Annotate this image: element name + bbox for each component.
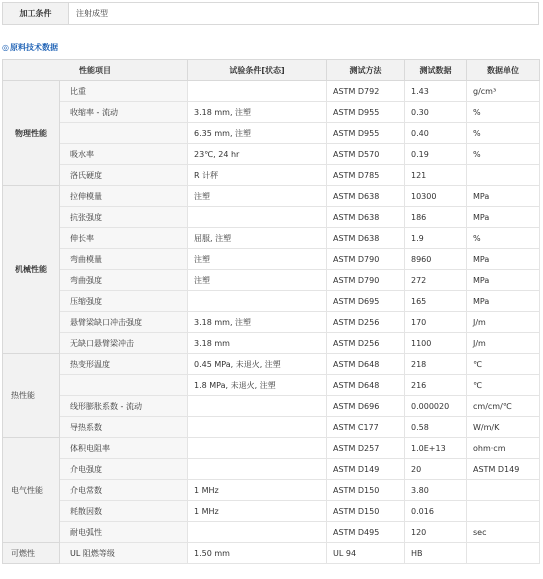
cell-value: 1.9 bbox=[405, 228, 467, 249]
cell-method: ASTM D648 bbox=[327, 375, 405, 396]
cell-property: 弯曲模量 bbox=[60, 249, 188, 270]
cell-property: 抗张强度 bbox=[60, 207, 188, 228]
cell-unit: J/m bbox=[467, 333, 540, 354]
table-row bbox=[3, 249, 540, 270]
cell-condition: 0.45 MPa, 未退火, 注塑 bbox=[188, 354, 327, 375]
cell-condition: R 计秤 bbox=[188, 165, 327, 186]
cell-value: 1.0E+13 bbox=[405, 438, 467, 459]
table-row bbox=[3, 375, 540, 396]
cell-property: 介电强度 bbox=[60, 459, 188, 480]
cell-value: 186 bbox=[405, 207, 467, 228]
category-label: 可燃性 bbox=[3, 543, 60, 564]
cell-method: ASTM D150 bbox=[327, 501, 405, 522]
cell-unit bbox=[467, 480, 540, 501]
cell-property: 悬臂梁缺口冲击强度 bbox=[60, 312, 188, 333]
cell-condition: 屈服, 注塑 bbox=[188, 228, 327, 249]
table-row bbox=[3, 165, 540, 186]
cell-condition bbox=[188, 396, 327, 417]
cell-value: 120 bbox=[405, 522, 467, 543]
cell-method: ASTM D256 bbox=[327, 333, 405, 354]
cell-unit: MPa bbox=[467, 270, 540, 291]
cell-unit: % bbox=[467, 228, 540, 249]
category-label: 电气性能 bbox=[3, 438, 60, 543]
cell-method: ASTM D790 bbox=[327, 249, 405, 270]
cell-method: ASTM D257 bbox=[327, 438, 405, 459]
cell-method: UL 94 bbox=[327, 543, 405, 564]
cell-condition: 1.50 mm bbox=[188, 543, 327, 564]
cell-property: UL 阻燃等级 bbox=[60, 543, 188, 564]
table-row bbox=[3, 81, 540, 102]
cell-unit: g/cm³ bbox=[467, 81, 540, 102]
table-row bbox=[3, 417, 540, 438]
cell-condition: 1 MHz bbox=[188, 501, 327, 522]
cell-unit: W/m/K bbox=[467, 417, 540, 438]
cell-method: ASTM D648 bbox=[327, 354, 405, 375]
cell-value: 272 bbox=[405, 270, 467, 291]
cell-property: 吸水率 bbox=[60, 144, 188, 165]
cell-method: ASTM D150 bbox=[327, 480, 405, 501]
cell-condition: 1.8 MPa, 未退火, 注塑 bbox=[188, 375, 327, 396]
processing-label: 加工条件 bbox=[3, 3, 69, 25]
cell-unit: cm/cm/℃ bbox=[467, 396, 540, 417]
cell-property: 耗散因数 bbox=[60, 501, 188, 522]
header-property: 性能项目 bbox=[3, 60, 188, 81]
cell-unit: % bbox=[467, 102, 540, 123]
cell-method: ASTM D955 bbox=[327, 123, 405, 144]
cell-condition: 3.18 mm, 注塑 bbox=[188, 102, 327, 123]
cell-method: ASTM D955 bbox=[327, 102, 405, 123]
cell-unit: MPa bbox=[467, 207, 540, 228]
cell-condition bbox=[188, 459, 327, 480]
cell-condition bbox=[188, 291, 327, 312]
cell-unit bbox=[467, 165, 540, 186]
cell-value: 170 bbox=[405, 312, 467, 333]
cell-property: 收缩率 - 流动 bbox=[60, 102, 188, 123]
header-method: 测试方法 bbox=[327, 60, 405, 81]
cell-property: 压缩强度 bbox=[60, 291, 188, 312]
table-row bbox=[3, 312, 540, 333]
cell-property: 介电常数 bbox=[60, 480, 188, 501]
cell-value: 216 bbox=[405, 375, 467, 396]
cell-property: 热变形温度 bbox=[60, 354, 188, 375]
cell-condition bbox=[188, 522, 327, 543]
spec-header-row bbox=[3, 60, 540, 81]
cell-value: 20 bbox=[405, 459, 467, 480]
table-row bbox=[3, 291, 540, 312]
cell-method: ASTM D638 bbox=[327, 207, 405, 228]
cell-method: ASTM D695 bbox=[327, 291, 405, 312]
cell-unit bbox=[467, 501, 540, 522]
cell-method: ASTM D785 bbox=[327, 165, 405, 186]
cell-unit: J/m bbox=[467, 312, 540, 333]
cell-value: 0.19 bbox=[405, 144, 467, 165]
cell-property: 比重 bbox=[60, 81, 188, 102]
table-row bbox=[3, 144, 540, 165]
cell-value: 10300 bbox=[405, 186, 467, 207]
cell-condition: 3.18 mm, 注塑 bbox=[188, 312, 327, 333]
cell-method: ASTM D149 bbox=[327, 459, 405, 480]
table-row bbox=[3, 270, 540, 291]
cell-property bbox=[60, 123, 188, 144]
cell-condition bbox=[188, 81, 327, 102]
header-value: 测试数据 bbox=[405, 60, 467, 81]
cell-condition: 注塑 bbox=[188, 270, 327, 291]
cell-condition bbox=[188, 207, 327, 228]
cell-condition: 注塑 bbox=[188, 249, 327, 270]
section-title bbox=[2, 42, 58, 53]
table-row bbox=[3, 522, 540, 543]
cell-method: ASTM D792 bbox=[327, 81, 405, 102]
circle-bullet-icon: ◎ bbox=[2, 43, 9, 52]
cell-condition: 1 MHz bbox=[188, 480, 327, 501]
table-row bbox=[3, 354, 540, 375]
cell-unit: ℃ bbox=[467, 354, 540, 375]
category-label: 机械性能 bbox=[3, 186, 60, 354]
cell-property: 伸长率 bbox=[60, 228, 188, 249]
cell-value: 121 bbox=[405, 165, 467, 186]
table-row bbox=[3, 501, 540, 522]
cell-value: 8960 bbox=[405, 249, 467, 270]
cell-property: 导热系数 bbox=[60, 417, 188, 438]
category-label: 物理性能 bbox=[3, 81, 60, 186]
table-row bbox=[3, 396, 540, 417]
cell-method: ASTM D256 bbox=[327, 312, 405, 333]
cell-unit: MPa bbox=[467, 186, 540, 207]
cell-property: 线形膨胀系数 - 流动 bbox=[60, 396, 188, 417]
header-unit: 数据单位 bbox=[467, 60, 540, 81]
cell-condition bbox=[188, 417, 327, 438]
table-row bbox=[3, 438, 540, 459]
cell-unit: ohm·cm bbox=[467, 438, 540, 459]
cell-condition: 注塑 bbox=[188, 186, 327, 207]
cell-method: ASTM D495 bbox=[327, 522, 405, 543]
cell-method: ASTM D638 bbox=[327, 186, 405, 207]
cell-unit: sec bbox=[467, 522, 540, 543]
table-row bbox=[3, 480, 540, 501]
cell-value: 0.40 bbox=[405, 123, 467, 144]
header-condition: 试验条件[状态] bbox=[188, 60, 327, 81]
processing-value: 注射成型 bbox=[69, 3, 539, 25]
cell-value: 1.43 bbox=[405, 81, 467, 102]
cell-unit: % bbox=[467, 123, 540, 144]
cell-value: 0.58 bbox=[405, 417, 467, 438]
cell-property: 无缺口悬臂梁冲击 bbox=[60, 333, 188, 354]
cell-unit: MPa bbox=[467, 291, 540, 312]
cell-unit: % bbox=[467, 144, 540, 165]
table-row bbox=[3, 543, 540, 564]
section-title-text: 原料技术数据 bbox=[9, 43, 58, 52]
cell-value: 0.30 bbox=[405, 102, 467, 123]
cell-method: ASTM D790 bbox=[327, 270, 405, 291]
spec-body bbox=[3, 81, 540, 564]
cell-value: HB bbox=[405, 543, 467, 564]
table-row bbox=[3, 333, 540, 354]
cell-property: 耐电弧性 bbox=[60, 522, 188, 543]
cell-method: ASTM D638 bbox=[327, 228, 405, 249]
cell-value: 1100 bbox=[405, 333, 467, 354]
cell-value: 0.000020 bbox=[405, 396, 467, 417]
cell-property: 体积电阻率 bbox=[60, 438, 188, 459]
cell-method: ASTM D570 bbox=[327, 144, 405, 165]
cell-method: ASTM C177 bbox=[327, 417, 405, 438]
cell-method: ASTM D696 bbox=[327, 396, 405, 417]
category-label: 热性能 bbox=[3, 354, 60, 438]
table-row bbox=[3, 123, 540, 144]
table-row bbox=[3, 102, 540, 123]
cell-value: 218 bbox=[405, 354, 467, 375]
table-row bbox=[3, 228, 540, 249]
cell-condition bbox=[188, 438, 327, 459]
cell-condition: 23℃, 24 hr bbox=[188, 144, 327, 165]
cell-unit bbox=[467, 543, 540, 564]
table-row bbox=[3, 186, 540, 207]
table-row bbox=[3, 207, 540, 228]
cell-value: 3.80 bbox=[405, 480, 467, 501]
cell-property: 弯曲强度 bbox=[60, 270, 188, 291]
cell-property bbox=[60, 375, 188, 396]
cell-unit: ASTM D149 bbox=[467, 459, 540, 480]
cell-property: 拉伸模量 bbox=[60, 186, 188, 207]
spec-table bbox=[2, 59, 540, 564]
table-row bbox=[3, 459, 540, 480]
cell-condition: 6.35 mm, 注塑 bbox=[188, 123, 327, 144]
cell-value: 0.016 bbox=[405, 501, 467, 522]
cell-property: 洛氏硬度 bbox=[60, 165, 188, 186]
cell-unit: MPa bbox=[467, 249, 540, 270]
processing-table bbox=[2, 2, 539, 25]
cell-unit: ℃ bbox=[467, 375, 540, 396]
cell-condition: 3.18 mm bbox=[188, 333, 327, 354]
cell-value: 165 bbox=[405, 291, 467, 312]
